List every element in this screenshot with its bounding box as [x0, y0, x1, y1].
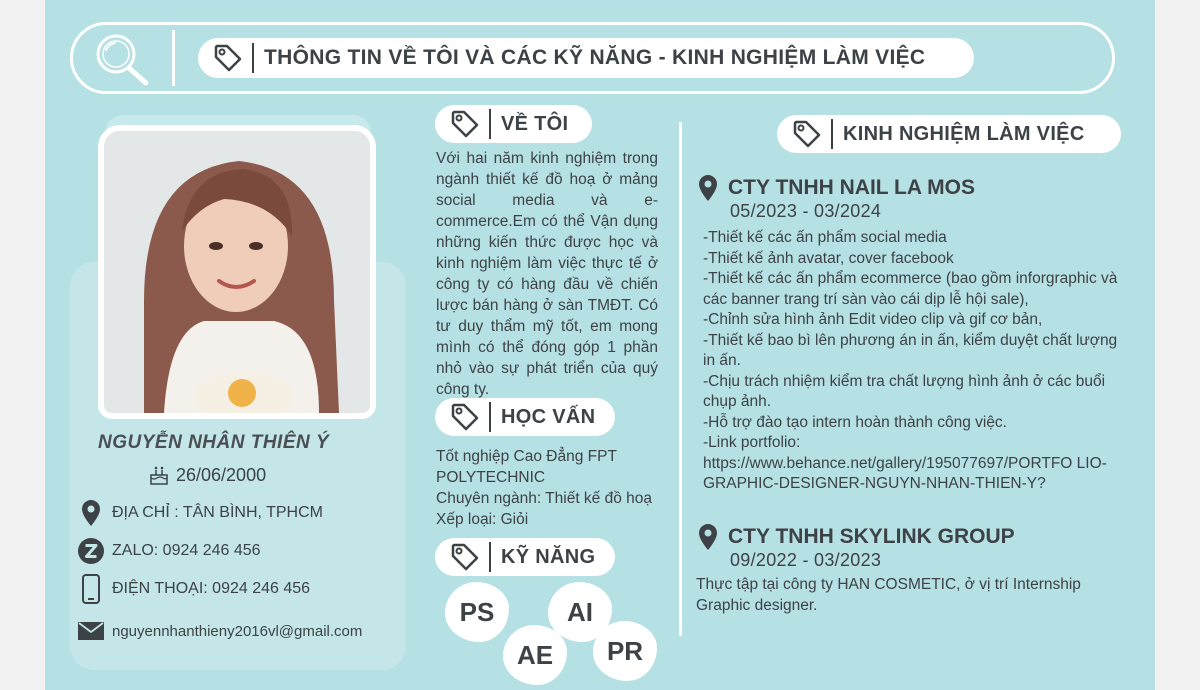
- about-heading-pill: [435, 105, 592, 143]
- education-heading-pill: [435, 398, 615, 436]
- job-period: 05/2023 - 03/2024: [730, 201, 882, 221]
- job-line: -Thiết kế các ấn phẩm social media: [703, 229, 947, 246]
- skills-heading-pill: [435, 538, 615, 576]
- zalo-icon: [76, 536, 106, 566]
- column-divider: [679, 122, 682, 636]
- job-period: 09/2022 - 03/2023: [730, 550, 882, 570]
- job-description: [703, 228, 1123, 495]
- email-text: nguyennhanthieny2016vl@gmail.com: [112, 622, 363, 640]
- phone-row: [76, 574, 310, 604]
- tag-icon: [449, 541, 481, 573]
- education-line: Tốt nghiệp Cao Đẳng FPT POLYTECHNIC: [436, 448, 617, 486]
- location-pin-icon: [696, 523, 720, 551]
- address-text: ĐỊA CHỈ : TÂN BÌNH, TPHCM: [112, 504, 323, 521]
- location-pin-icon: [76, 498, 106, 528]
- experience-heading-pill: [777, 115, 1121, 153]
- header-title-pill: [198, 38, 974, 78]
- address-row: [76, 498, 323, 528]
- birthday-row: [148, 464, 266, 486]
- mail-icon: [76, 616, 106, 646]
- experience-title: KINH NGHIỆM LÀM VIỆC: [843, 122, 1085, 145]
- profile-name: NGUYỄN NHÂN THIÊN Ý: [98, 432, 330, 453]
- job-line: Thực tập tại công ty HAN COSMETIC, ở vị trí Internship Graphic designer.: [696, 576, 1081, 614]
- job-description: [696, 575, 1136, 616]
- education-line: Chuyên ngành: Thiết kế đồ hoạ: [436, 490, 653, 507]
- skill-badge-ae: AE: [506, 628, 564, 682]
- education-text: [436, 446, 686, 530]
- phone-icon: [76, 574, 106, 604]
- education-line: Xếp loại: Giỏi: [436, 511, 529, 528]
- education-title: HỌC VẤN: [501, 405, 596, 428]
- header-divider: [172, 30, 175, 86]
- portfolio-link[interactable]: https://www.behance.net/gallery/195077697/PORTFO LIO-GRAPHIC-DESIGNER-NGUYN-NHAN-THIEN-Y?: [703, 454, 1107, 492]
- location-pin-icon: [696, 174, 720, 202]
- page-title: THÔNG TIN VỀ TÔI VÀ CÁC KỸ NĂNG - KINH NGHIỆM LÀM VIỆC: [264, 46, 926, 69]
- job-company: CTY TNHH NAIL LA MOS: [696, 174, 975, 202]
- phone-text: ĐIỆN THOẠI: 0924 246 456: [112, 580, 311, 597]
- zalo-text: ZALO: 0924 246 456: [112, 542, 261, 559]
- job-line: -Chịu trách nhiệm kiểm tra chất lượng hình ảnh ở các buổi chụp ảnh.: [703, 372, 1106, 410]
- job-line: -Thiết kế ảnh avatar, cover facebook: [703, 249, 954, 267]
- skill-badge-pr: PR: [596, 624, 654, 678]
- tag-icon: [449, 401, 481, 433]
- job-line: -Thiết kế bao bì lên phương án in ấn, kiểm duyệt chất lượng in ấn.: [703, 331, 1118, 369]
- birthday-text: 26/06/2000: [176, 464, 267, 485]
- search-icon: [92, 32, 150, 86]
- profile-photo: [98, 125, 376, 419]
- job-company: CTY TNHH SKYLINK GROUP: [696, 523, 1015, 551]
- email-row: [76, 616, 362, 646]
- tag-icon: [449, 108, 481, 140]
- tag-icon: [212, 42, 244, 74]
- job-line: -Thiết kế các ấn phẩm ecommerce (bao gồm inforgraphic và các banner trang trí sàn vào cái dịp lễ hội sale),: [703, 270, 1118, 308]
- skills-title: KỸ NĂNG: [501, 545, 596, 568]
- about-title: VỀ TÔI: [501, 112, 569, 135]
- job-line: -Chỉnh sửa hình ảnh Edit video clip và gif cơ bản,: [703, 311, 1043, 328]
- skill-badge-ps: PS: [448, 585, 506, 639]
- cake-icon: [148, 464, 170, 486]
- about-text: Với hai năm kinh nghiệm trong ngành thiết kế đồ hoạ ở mảng social media và e-commerce.Em có thể Vận dụng những kiến thức được học và kinh nghiệm làm việc thực tế ở công ty có hàng đầu về chiến lược bán hàng ở sàn TMĐT. Có tư duy thẩm mỹ tốt, em mong mình có thể đóng góp 1 phần nhỏ vào sự phát triển của quý công ty.: [436, 150, 658, 398]
- job-line: -Hỗ trợ đào tạo intern hoàn thành công việc.: [703, 413, 1007, 431]
- job-line: -Link portfolio:: [703, 434, 801, 451]
- skill-badge-ai: AI: [551, 585, 609, 639]
- zalo-row: [76, 536, 261, 566]
- tag-icon: [791, 118, 823, 150]
